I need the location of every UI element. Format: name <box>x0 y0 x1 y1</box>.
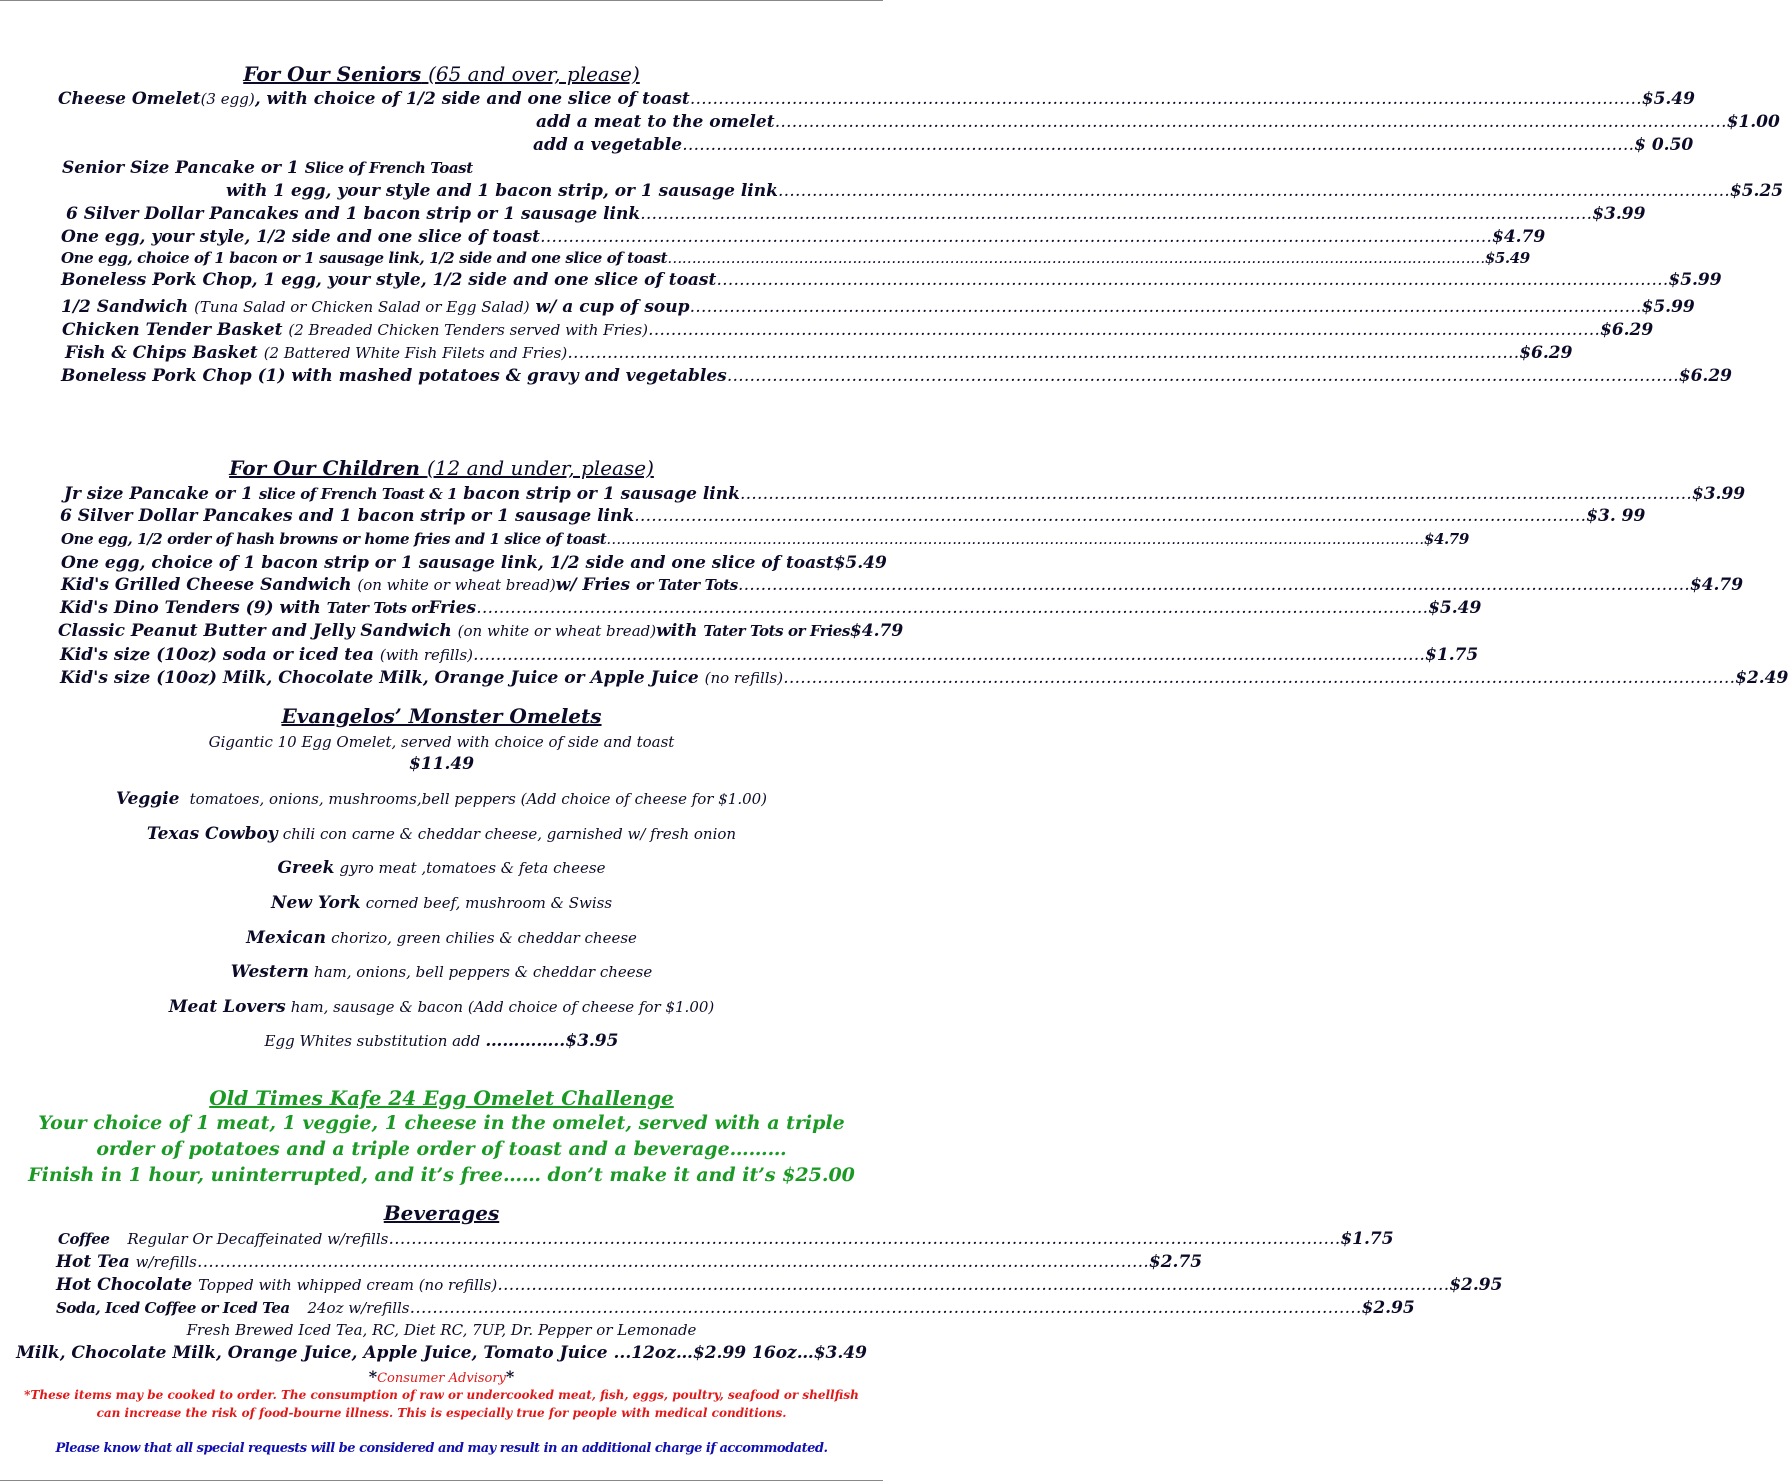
menu-item: One egg, your style, 1/2 side and one slice of toast …………………………………………………………………………………………………………………………………………………… $4.79 <box>61 227 850 247</box>
menu-item: 6 Silver Dollar Pancakes and 1 bacon strip or 1 sausage link …………………………………………………………………………………………………………………………………………………… $3. 99 <box>60 506 843 526</box>
item-price: $5.49 <box>1428 598 1482 618</box>
item-price: $3.99 <box>1691 484 1746 504</box>
menu-item: Fish & Chips Basket (2 Battered White Fish Filets and Fries) …………………………………………………………………………………………………………………………………………………… $6.29 <box>65 343 845 363</box>
children-section-title <box>0 456 883 480</box>
omelet-item: Meat Lovers ham, sausage & bacon (Add choice of cheese for $1.00) <box>168 997 715 1017</box>
menu-item: Soda, Iced Coffee or Iced Tea 24oz w/refills …………………………………………………………………………………………………………………………………………………… $2.95 <box>56 1298 838 1318</box>
item-price: $2.95 <box>1449 1275 1503 1295</box>
egg-white-substitution: Egg Whites substitution add …………..$3.95 <box>264 1031 619 1051</box>
menu-item: 1/2 Sandwich (Tuna Salad or Chicken Salad or Egg Salad) w/ a cup of soup …………………………………………………………………………………………………………………………………………………… $5.99 <box>61 297 844 317</box>
omelets-subtitle: Gigantic 10 Egg Omelet, served with choice of side and toast <box>208 733 675 751</box>
item-price: $2.75 <box>1148 1252 1203 1272</box>
menu-item: Senior Size Pancake or 1 Slice of French Toast <box>62 158 473 178</box>
menu-item: Kid's size (10oz) soda or iced tea (with refills) …………………………………………………………………………………………………………………………………………………… $1.75 <box>60 645 846 665</box>
item-price: $1.75 <box>1425 645 1479 665</box>
item-price: $5.25 <box>1729 181 1784 201</box>
consumer-advisory-title: *Consumer Advisory* <box>368 1367 515 1386</box>
children-note: (12 and under, please) <box>426 456 654 480</box>
omelet-item: Veggie tomatoes, onions, mushrooms,bell peppers (Add choice of cheese for $1.00) <box>115 789 768 809</box>
menu-item: Boneless Pork Chop (1) with mashed potatoes & gravy and vegetables …………………………………………………………………………………………………………………………………………………… $6.29 <box>61 366 845 386</box>
seniors-section-title <box>0 62 883 86</box>
omelet-item: New York corned beef, mushroom & Swiss <box>270 893 613 913</box>
menu-item: One egg, 1/2 order of hash browns or home fries and 1 slice of toast …………………………………………………………………………………………………………………………………………………… $4.79 <box>61 530 841 548</box>
challenge-line-2: order of potatoes and a triple order of toast and a beverage……… <box>96 1138 787 1160</box>
omelet-item: Western ham, onions, bell peppers & cheddar cheese <box>230 962 653 982</box>
challenge-line-1: Your choice of 1 meat, 1 veggie, 1 cheese in the omelet, served with a triple <box>38 1112 845 1134</box>
item-price: $4.79 <box>1492 227 1546 247</box>
advisory-line-2: can increase the risk of food-bourne illness. This is especially true for people with medical conditions. <box>96 1406 787 1420</box>
menu-item: Chicken Tender Basket (2 Breaded Chicken Tenders served with Fries) …………………………………………………………………………………………………………………………………………………… $6.29 <box>62 320 843 340</box>
item-price: $6.29 <box>1678 366 1732 386</box>
special-requests-note: Please know that all special requests will be considered and may result in an additional charge if accommodated. <box>55 1441 828 1456</box>
menu-item: Hot Chocolate Topped with whipped cream (no refills) …………………………………………………………………………………………………………………………………………………… $2.95 <box>56 1275 838 1295</box>
advisory-line-1: *These items may be cooked to order. The consumption of raw or undercooked meat, fish, eggs, poultry, seafood or shellfish <box>24 1388 859 1402</box>
item-price: $4.79 <box>849 621 904 641</box>
item-price: $5.99 <box>1668 270 1722 290</box>
item-price: $2.95 <box>1361 1298 1415 1318</box>
menu-item: Kid's Grilled Cheese Sandwich (on white or wheat bread)w/ Fries or Tater Tots …………………………………………………………………………………………………………………………………………………… $4.79 <box>61 575 846 595</box>
soda-options: Fresh Brewed Iced Tea, RC, Diet RC, 7UP, Dr. Pepper or Lemonade <box>186 1321 697 1339</box>
item-price: $ 0.50 <box>1634 135 1694 155</box>
item-price: $5.49 <box>1484 249 1530 267</box>
item-price: $4.79 <box>1423 530 1469 548</box>
item-price: $6.29 <box>1519 343 1573 363</box>
item-price: $5.49 <box>1641 89 1695 109</box>
omelet-item: Texas Cowboy chili con carne & cheddar cheese, garnished w/ fresh onion <box>146 824 737 844</box>
seniors-title: For Our Seniors <box>243 62 422 86</box>
item-price: $3.99 <box>1592 204 1646 224</box>
omelets-section-title <box>0 704 883 728</box>
menu-item: Kid's size (10oz) Milk, Chocolate Milk, Orange Juice or Apple Juice (no refills) …………………………………………………………………………………………………………………………………………………… $2.49 <box>60 668 846 688</box>
challenge-line-3: Finish in 1 hour, uninterrupted, and it’s free…… don’t make it and it’s $25.00 <box>28 1164 855 1186</box>
beverages-section-title: Beverages <box>383 1201 500 1225</box>
item-price: $1.75 <box>1340 1229 1394 1249</box>
menu-item: Cheese Omelet(3 egg), with choice of 1/2 side and one slice of toast …………………………………………………………………………………………………………………………………………………… $5.49 <box>58 89 840 109</box>
menu-item: with 1 egg, your style and 1 bacon strip, or 1 sausage link …………………………………………………………………………………………………………………………………………………… $5.25 <box>226 181 846 201</box>
menu-item: Hot Tea w/refills …………………………………………………………………………………………………………………………………………………… $2.75 <box>56 1252 838 1272</box>
item-price: $5.49 <box>833 553 887 573</box>
item-price: $2.49 <box>1735 668 1788 688</box>
menu-item: Kid's Dino Tenders (9) with Tater Tots orFries …………………………………………………………………………………………………………………………………………………… $5.49 <box>60 598 846 618</box>
menu-item: add a meat to the omelet …………………………………………………………………………………………………………………………………………………… $1.00 <box>536 112 840 132</box>
children-title: For Our Children <box>229 456 420 480</box>
menu-item: One egg, choice of 1 bacon strip or 1 sausage link, 1/2 side and one slice of toast $5.49 <box>61 553 887 573</box>
menu-item: 6 Silver Dollar Pancakes and 1 bacon strip or 1 sausage link …………………………………………………………………………………………………………………………………………………… $3.99 <box>66 204 847 224</box>
menu-item: Boneless Pork Chop, 1 egg, your style, 1/2 side and one slice of toast …………………………………………………………………………………………………………………………………………………… $5.99 <box>61 270 846 290</box>
item-price: $1.00 <box>1726 112 1780 132</box>
item-price: $5.99 <box>1641 297 1695 317</box>
omelets-title: Evangelos’ Monster Omelets <box>281 704 602 728</box>
omelet-item: Mexican chorizo, green chilies & cheddar cheese <box>246 928 637 948</box>
seniors-note: (65 and over, please) <box>428 62 640 86</box>
item-price: $6.29 <box>1599 320 1654 340</box>
menu-item: add a vegetable …………………………………………………………………………………………………………………………………………………… $ 0.50 <box>533 135 840 155</box>
omelet-item: Greek gyro meat ,tomatoes & feta cheese <box>277 858 606 878</box>
challenge-title: Old Times Kafe 24 Egg Omelet Challenge <box>209 1086 674 1110</box>
milk-juice-line: Milk, Chocolate Milk, Orange Juice, Apple Juice, Tomato Juice ...12oz…$2.99 16oz…$3.49 <box>16 1343 867 1363</box>
menu-item: Coffee Regular Or Decaffeinated w/refills …………………………………………………………………………………………………………………………………………………… $1.75 <box>58 1229 834 1249</box>
menu-item: Classic Peanut Butter and Jelly Sandwich (on white or wheat bread)with Tater Tots or Fries $4.79 <box>58 621 904 641</box>
menu-item: One egg, choice of 1 bacon or 1 sausage link, 1/2 side and one slice of toast …………………………………………………………………………………………………………………………………………………… $5.49 <box>61 249 848 267</box>
item-price: $4.79 <box>1689 575 1744 595</box>
menu-item: Jr size Pancake or 1 slice of French Toast & 1 bacon strip or 1 sausage link …………………………………………………………………………………………………………………………………………………… $3.99 <box>64 484 845 504</box>
item-price: $3. 99 <box>1586 506 1646 526</box>
omelets-price: $11.49 <box>408 754 475 774</box>
